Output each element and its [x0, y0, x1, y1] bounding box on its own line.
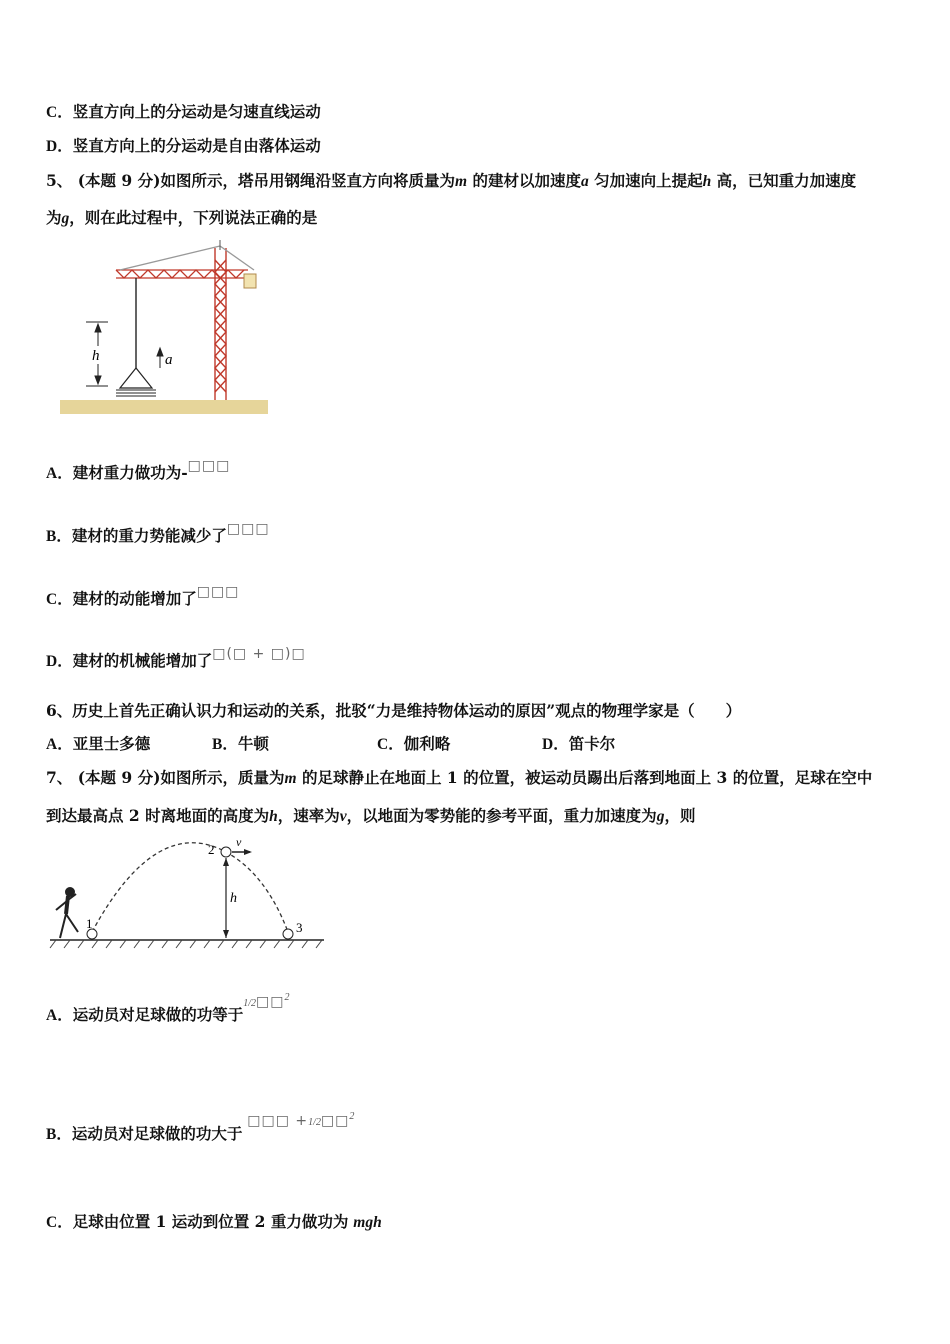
fraction-half: 1/2	[243, 998, 256, 1009]
stem-text: ，则	[664, 806, 696, 825]
position-number: 1	[446, 768, 458, 787]
stem-text: 的位置，足球在空中	[732, 768, 873, 787]
stem-text: 历史上首先正确认识力和运动的关系，批驳“力是维持物体运动的原因”观点的物理学家是（ ）	[72, 701, 742, 720]
option-text: 伽利略	[403, 734, 451, 753]
option-letter: B．	[46, 528, 72, 545]
label-3: 3	[296, 920, 303, 935]
formula-mgh: mgh	[353, 1214, 382, 1231]
formula-image: □□	[320, 1113, 350, 1129]
var-m: m	[454, 173, 468, 190]
label-h: h	[92, 348, 100, 364]
option-letter: A．	[46, 736, 73, 753]
formula-image: □□□	[187, 458, 231, 474]
option-letter: D．	[46, 138, 73, 155]
acceleration-arrow	[157, 348, 163, 368]
q5-stem-line1	[46, 171, 856, 192]
q5-option-d	[46, 646, 306, 672]
option-letter: C．	[46, 1214, 73, 1231]
stem-text: 时离地面的高度为	[145, 806, 270, 825]
q7-option-b	[46, 1111, 355, 1147]
option-text: 运动员对足球做的功大于	[71, 1124, 243, 1143]
position-number: 3	[716, 768, 728, 787]
velocity-arrowhead	[244, 849, 252, 855]
q5-option-a	[46, 458, 231, 484]
q7-stem-line2	[46, 806, 695, 827]
superscript: 2	[284, 992, 290, 1003]
stem-text: 高，已知重力加速度	[716, 171, 857, 190]
stem-text: 的足球静止在地面上	[301, 768, 442, 787]
formula-image: □□□ +	[247, 1113, 309, 1129]
question-number: 6、	[46, 701, 73, 720]
ball-position-3	[283, 929, 293, 939]
var-m: m	[284, 770, 297, 787]
option-text: 竖直方向上的分运动是自由落体运动	[72, 136, 321, 155]
var-h: h	[269, 808, 278, 825]
q6-option-d	[542, 734, 615, 755]
q6-option-c	[377, 734, 450, 755]
question-score: (本题 9 分)	[77, 171, 161, 190]
q4-option-c	[46, 102, 321, 123]
ball-position-2	[221, 847, 231, 857]
trajectory-curve	[92, 843, 288, 932]
ground-hatching	[50, 940, 322, 948]
q6-option-a	[46, 734, 150, 755]
height-arrow-up	[223, 858, 229, 866]
crane-mast	[215, 248, 226, 400]
player-figure	[56, 888, 78, 938]
formula-image: □(□ + □)□	[212, 646, 306, 662]
option-text: 亚里士多德	[72, 734, 151, 753]
option-text: 建材的重力势能减少了	[71, 526, 227, 545]
option-text: 足球由位置 1 运动到位置 2 重力做功为	[72, 1212, 349, 1231]
stem-text: 到达最高点	[46, 806, 124, 825]
q7-option-c	[46, 1212, 382, 1233]
q5-option-b	[46, 521, 270, 547]
stem-text: ，以地面为零势能的参考平面，重力加速度为	[346, 806, 657, 825]
q6-stem	[46, 701, 741, 721]
q7-stem-line1	[46, 768, 872, 789]
label-h: h	[230, 891, 237, 906]
label-2: 2	[208, 842, 215, 857]
q5-stem-line2	[46, 208, 317, 229]
question-number: 7、	[46, 768, 73, 787]
counterweight	[244, 274, 256, 288]
var-h: h	[702, 173, 712, 190]
option-letter: D．	[542, 736, 569, 753]
option-text: 建材的机械能增加了	[72, 651, 213, 670]
option-text: 建材重力做功为-	[72, 463, 188, 482]
stem-text: 如图所示，塔吊用钢绳沿竖直方向将质量为	[160, 171, 455, 190]
football-trajectory-figure	[46, 834, 328, 954]
option-letter: A．	[46, 1007, 73, 1024]
stem-text: 匀加速向上提起	[594, 171, 703, 190]
label-a: a	[165, 352, 173, 368]
formula-image: □□	[256, 994, 285, 1010]
q5-option-c	[46, 584, 240, 610]
option-letter: B．	[212, 736, 238, 753]
option-letter: C．	[46, 591, 73, 608]
option-letter: C．	[46, 104, 73, 121]
var-g: g	[61, 210, 70, 227]
stem-text: 如图所示，质量为	[160, 768, 285, 787]
stem-text: ，速率为	[277, 806, 340, 825]
crane-jib	[116, 246, 254, 278]
label-1: 1	[86, 916, 93, 931]
formula-image: □□□	[196, 584, 240, 600]
option-text: 牛顿	[237, 734, 269, 753]
q6-option-b	[212, 734, 269, 755]
height-arrow-down	[223, 930, 229, 938]
tower-crane-figure	[58, 240, 270, 418]
stem-text: ，则在此过程中，下列说法正确的是	[69, 208, 318, 227]
question-score: (本题 9 分)	[77, 768, 161, 787]
q4-option-d	[46, 136, 321, 157]
stem-text: 为	[46, 208, 62, 227]
ground	[60, 400, 268, 414]
q7-option-a	[46, 992, 290, 1028]
option-letter: C．	[377, 736, 404, 753]
option-text: 建材的动能增加了	[72, 589, 197, 608]
option-text: 运动员对足球做的功等于	[72, 1005, 244, 1024]
superscript: 2	[349, 1111, 355, 1122]
stem-text: 的建材以加速度	[472, 171, 581, 190]
option-text: 笛卡尔	[568, 734, 616, 753]
fraction-half: 1/2	[308, 1117, 321, 1128]
formula-image: □□□	[226, 521, 270, 537]
position-number: 2	[128, 806, 140, 825]
option-text: 竖直方向上的分运动是匀速直线运动	[72, 102, 321, 121]
building-material	[116, 390, 156, 396]
question-number: 5、	[46, 171, 73, 190]
option-letter: A．	[46, 465, 73, 482]
var-a: a	[580, 173, 589, 190]
stem-text: 的位置，被运动员踢出后落到地面上	[463, 768, 712, 787]
var-g: g	[656, 808, 665, 825]
load-sling	[120, 368, 152, 388]
option-letter: D．	[46, 653, 73, 670]
label-v: v	[236, 835, 242, 849]
var-v: v	[339, 808, 347, 825]
option-letter: B．	[46, 1126, 72, 1143]
